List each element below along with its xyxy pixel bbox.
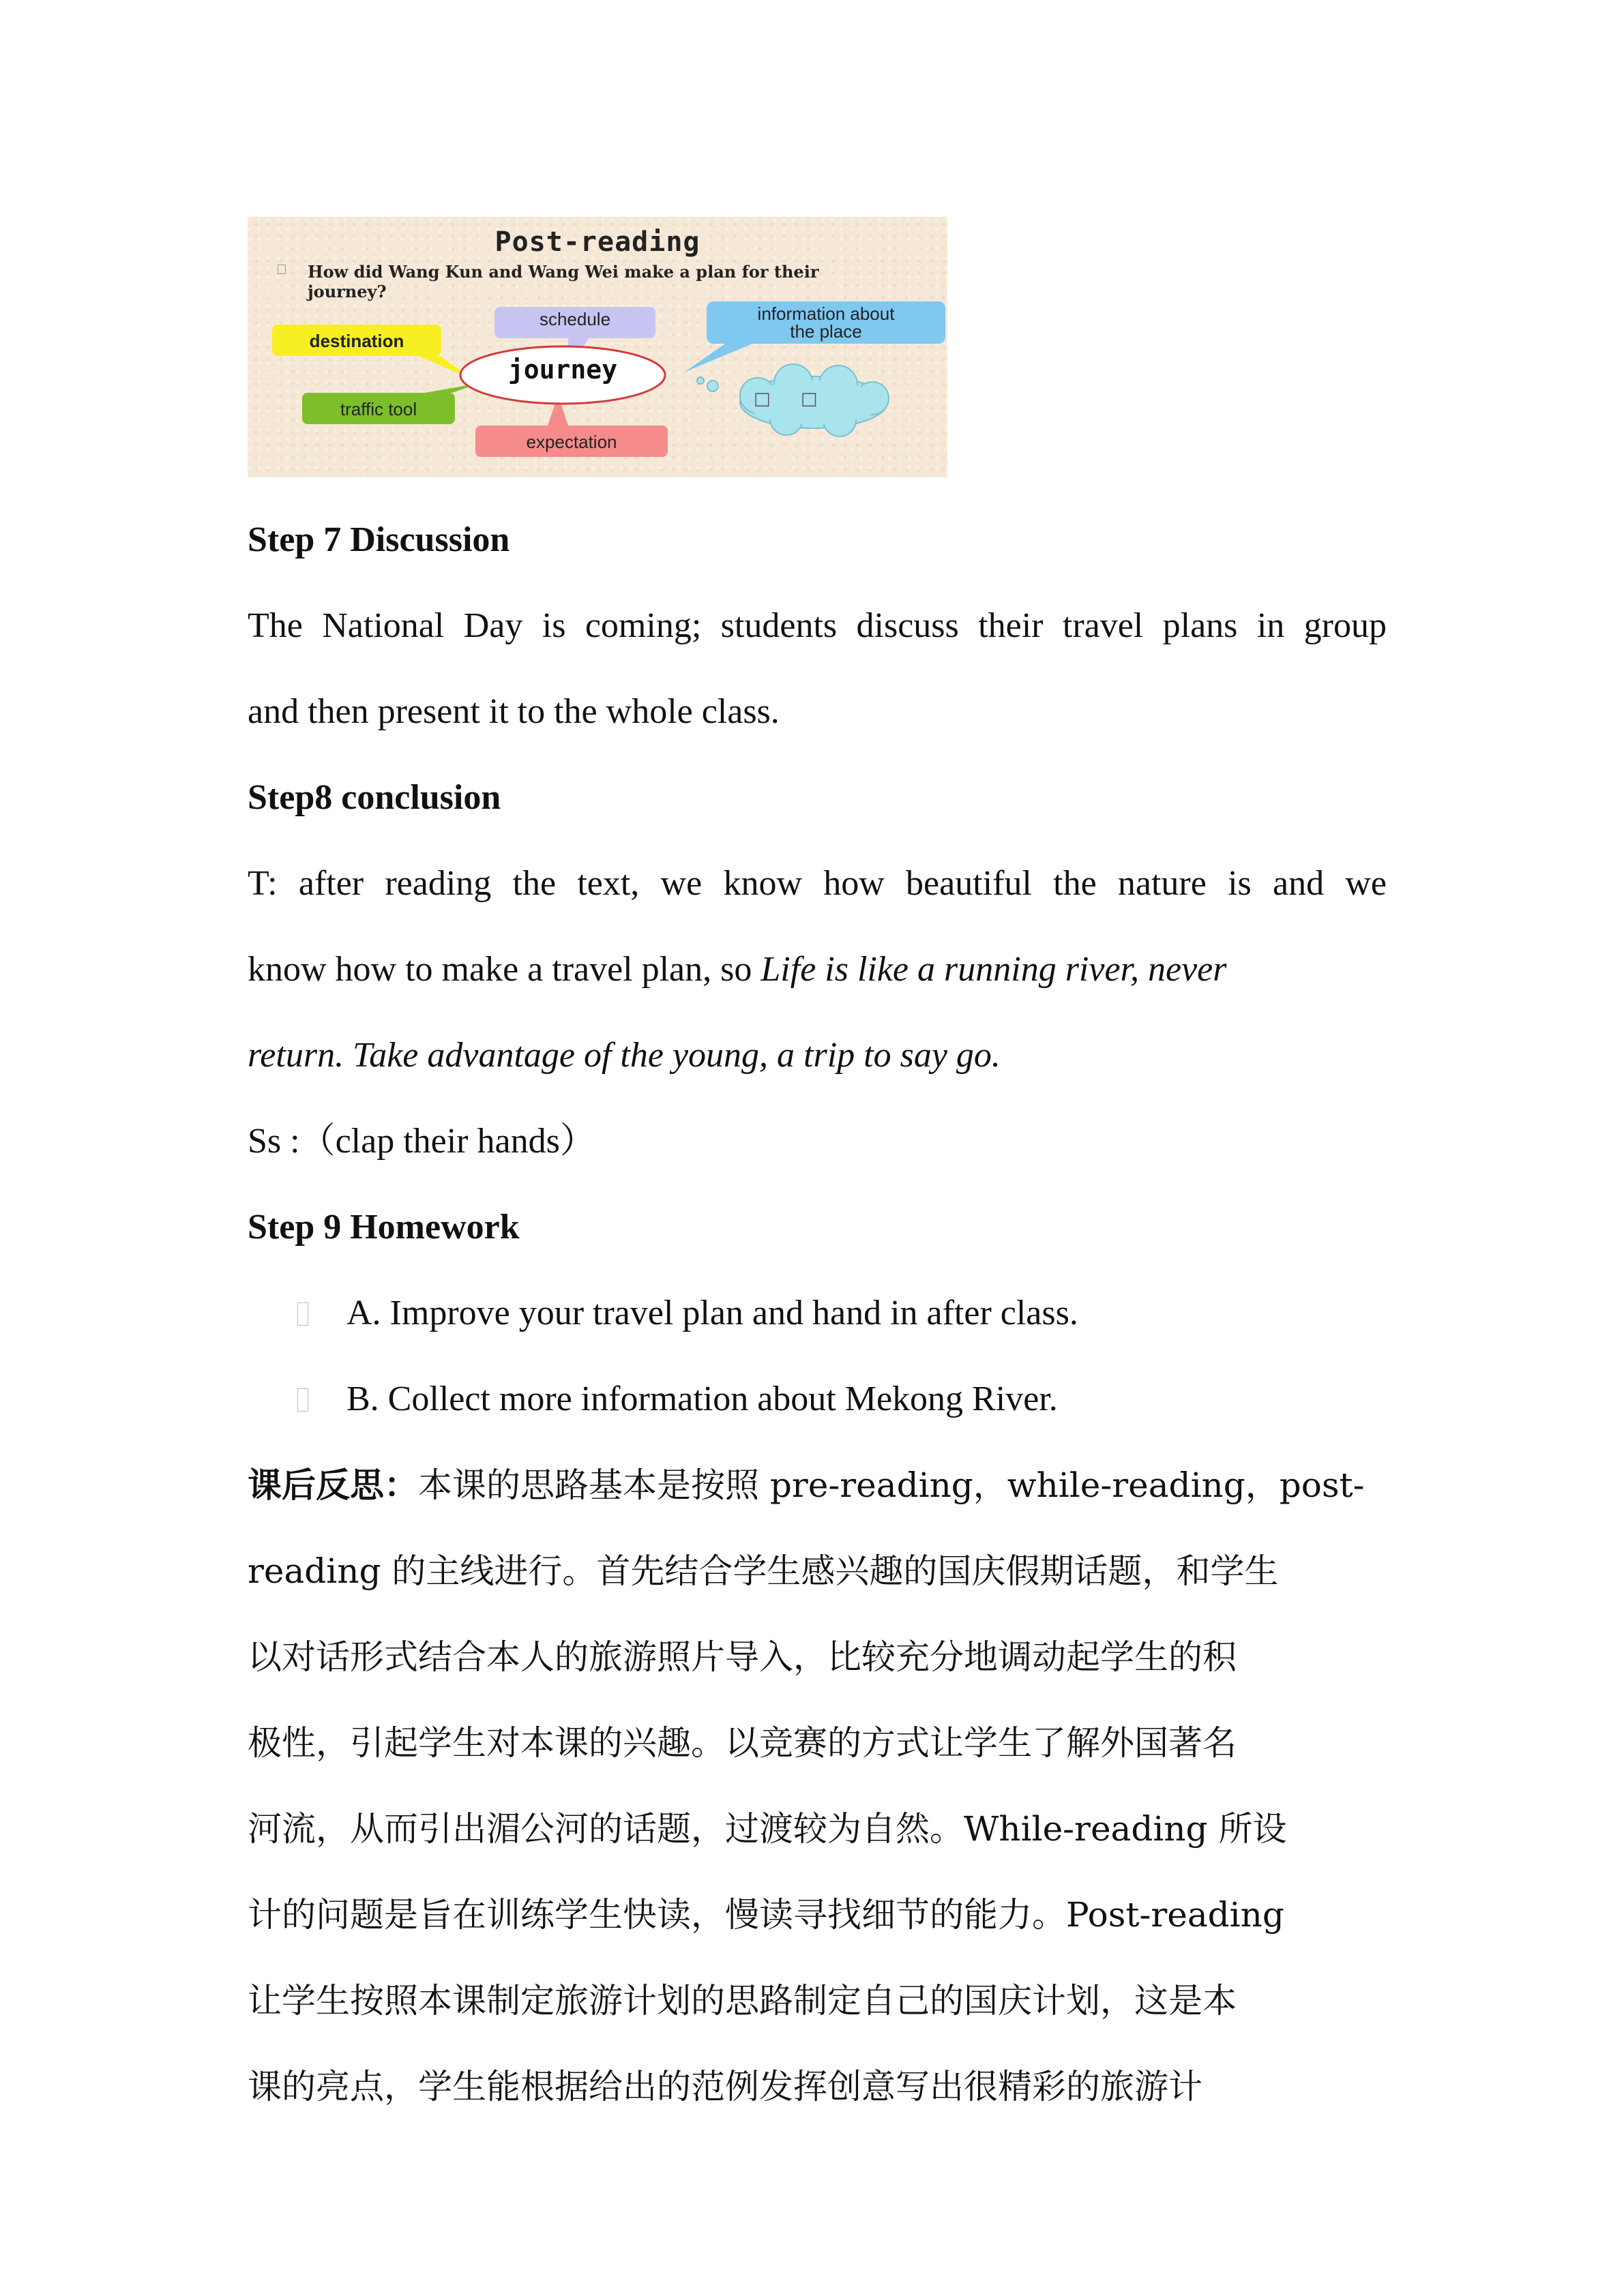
step8-line1: T: after reading the text, we know how beautiful the nature is and we <box>248 864 1387 903</box>
information-node-line1: information about <box>757 303 895 324</box>
homework-item-b-text: B. Collect more information about Mekong River. <box>346 1380 1058 1418</box>
step8-line3: return. Take advantage of the young, a trip to say go. <box>248 1036 1001 1075</box>
bullet-box-icon <box>297 1388 308 1412</box>
post-reading-slide-image <box>248 217 947 477</box>
step7-line2: and then present it to the whole class. <box>248 692 780 731</box>
step7-heading: Step 7 Discussion <box>248 520 510 559</box>
slide-question: How did Wang Kun and Wang Wei make a plan for their journey? <box>308 262 819 301</box>
reflection-line7: 让学生按照本课制定旅游计划的思路制定自己的国庆计划，这是本 <box>248 1981 1237 2021</box>
reflection-line1 <box>248 1465 1387 1506</box>
reflection-line5: 河流，从而引出湄公河的话题，过渡较为自然。While-reading 所设 <box>248 1809 1287 1849</box>
reflection-line8: 课的亮点，学生能根据给出的范例发挥创意写出很精彩的旅游计 <box>248 2067 1202 2106</box>
homework-item-a-text: A. Improve your travel plan and hand in after class. <box>346 1294 1078 1332</box>
step8-line2 <box>248 949 1387 990</box>
step8-line4: Ss :（clap their hands） <box>248 1122 595 1161</box>
step8-heading: Step8 conclusion <box>248 778 501 817</box>
step7-line1: The National Day is coming; students discuss their travel plans in group <box>248 606 1387 645</box>
information-node <box>707 301 945 344</box>
traffic-tool-node: traffic tool <box>302 393 455 424</box>
info-pointer <box>684 344 752 372</box>
reflection-line4: 极性，引起学生对本课的兴趣。以竞赛的方式让学生了解外国著名 <box>248 1723 1237 1763</box>
reflection-line1-text: 本课的思路基本是按照 pre-reading，while-reading，post- <box>418 1465 1365 1505</box>
schedule-node: schedule <box>494 307 655 338</box>
slide-title: Post-reading <box>494 226 700 258</box>
information-node-line2: the place <box>790 321 862 342</box>
reflection-line3: 以对话形式结合本人的旅游照片导入，比较充分地调动起学生的积 <box>248 1637 1237 1677</box>
homework-item-a <box>297 1293 1078 1334</box>
reflection-line6: 计的问题是旨在训练学生快读，慢读寻找细节的能力。Post-reading <box>248 1895 1284 1935</box>
reflection-line2: reading 的主线进行。首先结合学生感兴趣的国庆假期话题，和学生 <box>248 1551 1279 1591</box>
destination-node: destination <box>272 325 441 356</box>
step8-line2-plain: know how to make a travel plan, so <box>248 950 761 989</box>
homework-item-b <box>297 1379 1058 1420</box>
journey-center-label: journey <box>507 355 618 385</box>
step9-heading: Step 9 Homework <box>248 1208 520 1247</box>
step8-line2-italic: Life is like a running river, never <box>761 950 1227 989</box>
reflection-label: 课后反思： <box>248 1465 418 1505</box>
expectation-node: expectation <box>475 426 668 457</box>
bullet-box-icon <box>297 1302 308 1326</box>
cloud-placeholder-text: □ □ <box>754 389 830 409</box>
